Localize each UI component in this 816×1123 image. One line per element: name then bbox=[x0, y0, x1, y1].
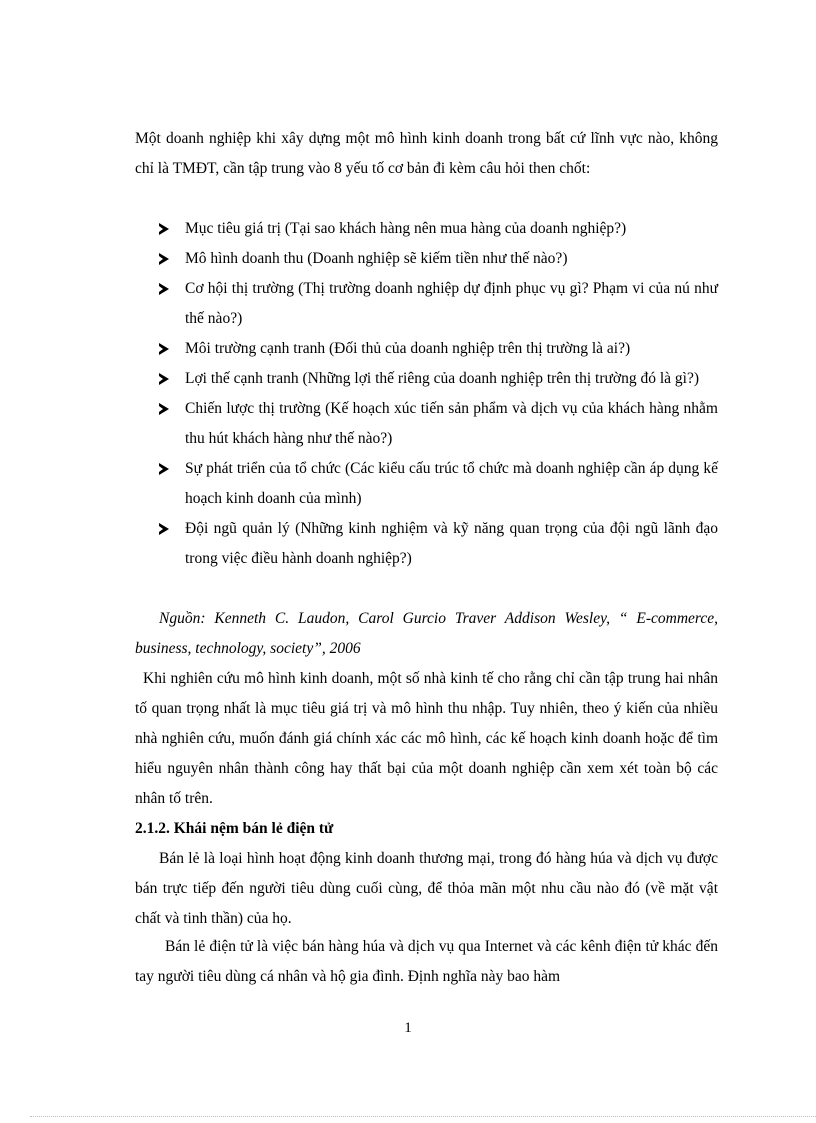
list-item-text: Lợi thế cạnh tranh (Những lợi thế riêng của doanh nghiệp trên thị trường đó là gì?) bbox=[185, 370, 699, 387]
list-item bbox=[135, 364, 718, 394]
arrow-bullet-icon bbox=[159, 463, 169, 475]
intro-paragraph bbox=[135, 124, 718, 184]
page-bottom-divider bbox=[30, 1116, 816, 1117]
section-heading: 2.1.2. Khái nệm bán lẻ điện tử bbox=[135, 820, 334, 837]
list-item bbox=[135, 214, 718, 244]
list-item-text: Mục tiêu giá trị (Tại sao khách hàng nên mua hàng của doanh nghiệp?) bbox=[185, 220, 627, 237]
factor-list bbox=[135, 214, 718, 574]
list-item-text: Chiến lược thị trường (Kế hoạch xúc tiến sản phẩm và dịch vụ của khách hàng nhằm thu hút khách hàng như thế nào?) bbox=[185, 400, 718, 447]
arrow-bullet-icon bbox=[159, 373, 169, 385]
list-item bbox=[135, 274, 718, 334]
list-item bbox=[135, 334, 718, 364]
source-citation: Nguồn: Kenneth C. Laudon, Carol Gurcio Traver Addison Wesley, “ E-commerce, business, technology, society”, 2006 bbox=[135, 610, 718, 657]
body-paragraph: Bán lẻ là loại hình hoạt động kinh doanh thương mại, trong đó hàng húa và dịch vụ được bán trực tiếp đến người tiêu dùng cuối cùng, để thỏa mãn một nhu cầu nào đó (về mặt vật chất và tinh thần) của họ. bbox=[135, 850, 718, 927]
list-item-text: Môi trường cạnh tranh (Đối thủ của doanh nghiệp trên thị trường là ai?) bbox=[185, 340, 631, 357]
arrow-bullet-icon bbox=[159, 343, 169, 355]
intro-text: Một doanh nghiệp khi xây dựng một mô hình kinh doanh trong bất cứ lĩnh vực nào, không chỉ là TMĐT, cần tập trung vào 8 yếu tố cơ bản đi kèm câu hỏi then chốt: bbox=[135, 130, 718, 177]
page-number: 1 bbox=[404, 1020, 412, 1036]
list-item bbox=[135, 394, 718, 454]
arrow-bullet-icon bbox=[159, 523, 169, 535]
list-item bbox=[135, 454, 718, 514]
list-item-text: Mô hình doanh thu (Doanh nghiệp sẽ kiếm tiền như thế nào?) bbox=[185, 250, 568, 267]
list-item-text: Cơ hội thị trường (Thị trường doanh nghiệp dự định phục vụ gì? Phạm vi của nú như thế nào?) bbox=[185, 280, 718, 327]
arrow-bullet-icon bbox=[159, 253, 169, 265]
arrow-bullet-icon bbox=[159, 223, 169, 235]
body-paragraph: Bán lẻ điện tử là việc bán hàng húa và dịch vụ qua Internet và các kênh điện tử khác đến tay người tiêu dùng cá nhân và hộ gia đình. Định nghĩa này bao hàm bbox=[135, 938, 718, 985]
arrow-bullet-icon bbox=[159, 403, 169, 415]
list-item-text: Sự phát triển của tổ chức (Các kiểu cấu trúc tổ chức mà doanh nghiệp cần áp dụng kế hoạch kinh doanh của mình) bbox=[185, 460, 718, 507]
list-item bbox=[135, 244, 718, 274]
list-item-text: Đội ngũ quản lý (Những kinh nghiệm và kỹ năng quan trọng của đội ngũ lãnh đạo trong việc điều hành doanh nghiệp?) bbox=[185, 520, 718, 567]
body-paragraph: Khi nghiên cứu mô hình kinh doanh, một số nhà kinh tế cho rằng chỉ cần tập trung hai nhân tố quan trọng nhất là mục tiêu giá trị và mô hình thu nhập. Tuy nhiên, theo ý kiến của nhiều nhà nghiên cứu, muốn đánh giá chính xác các mô hình, các kế hoạch kinh doanh hoặc để tìm hiểu nguyên nhân thành công hay thất bại của một doanh nghiệp cần xem xét toàn bộ các nhân tố trên. bbox=[135, 670, 718, 807]
list-item bbox=[135, 514, 718, 574]
arrow-bullet-icon bbox=[159, 283, 169, 295]
